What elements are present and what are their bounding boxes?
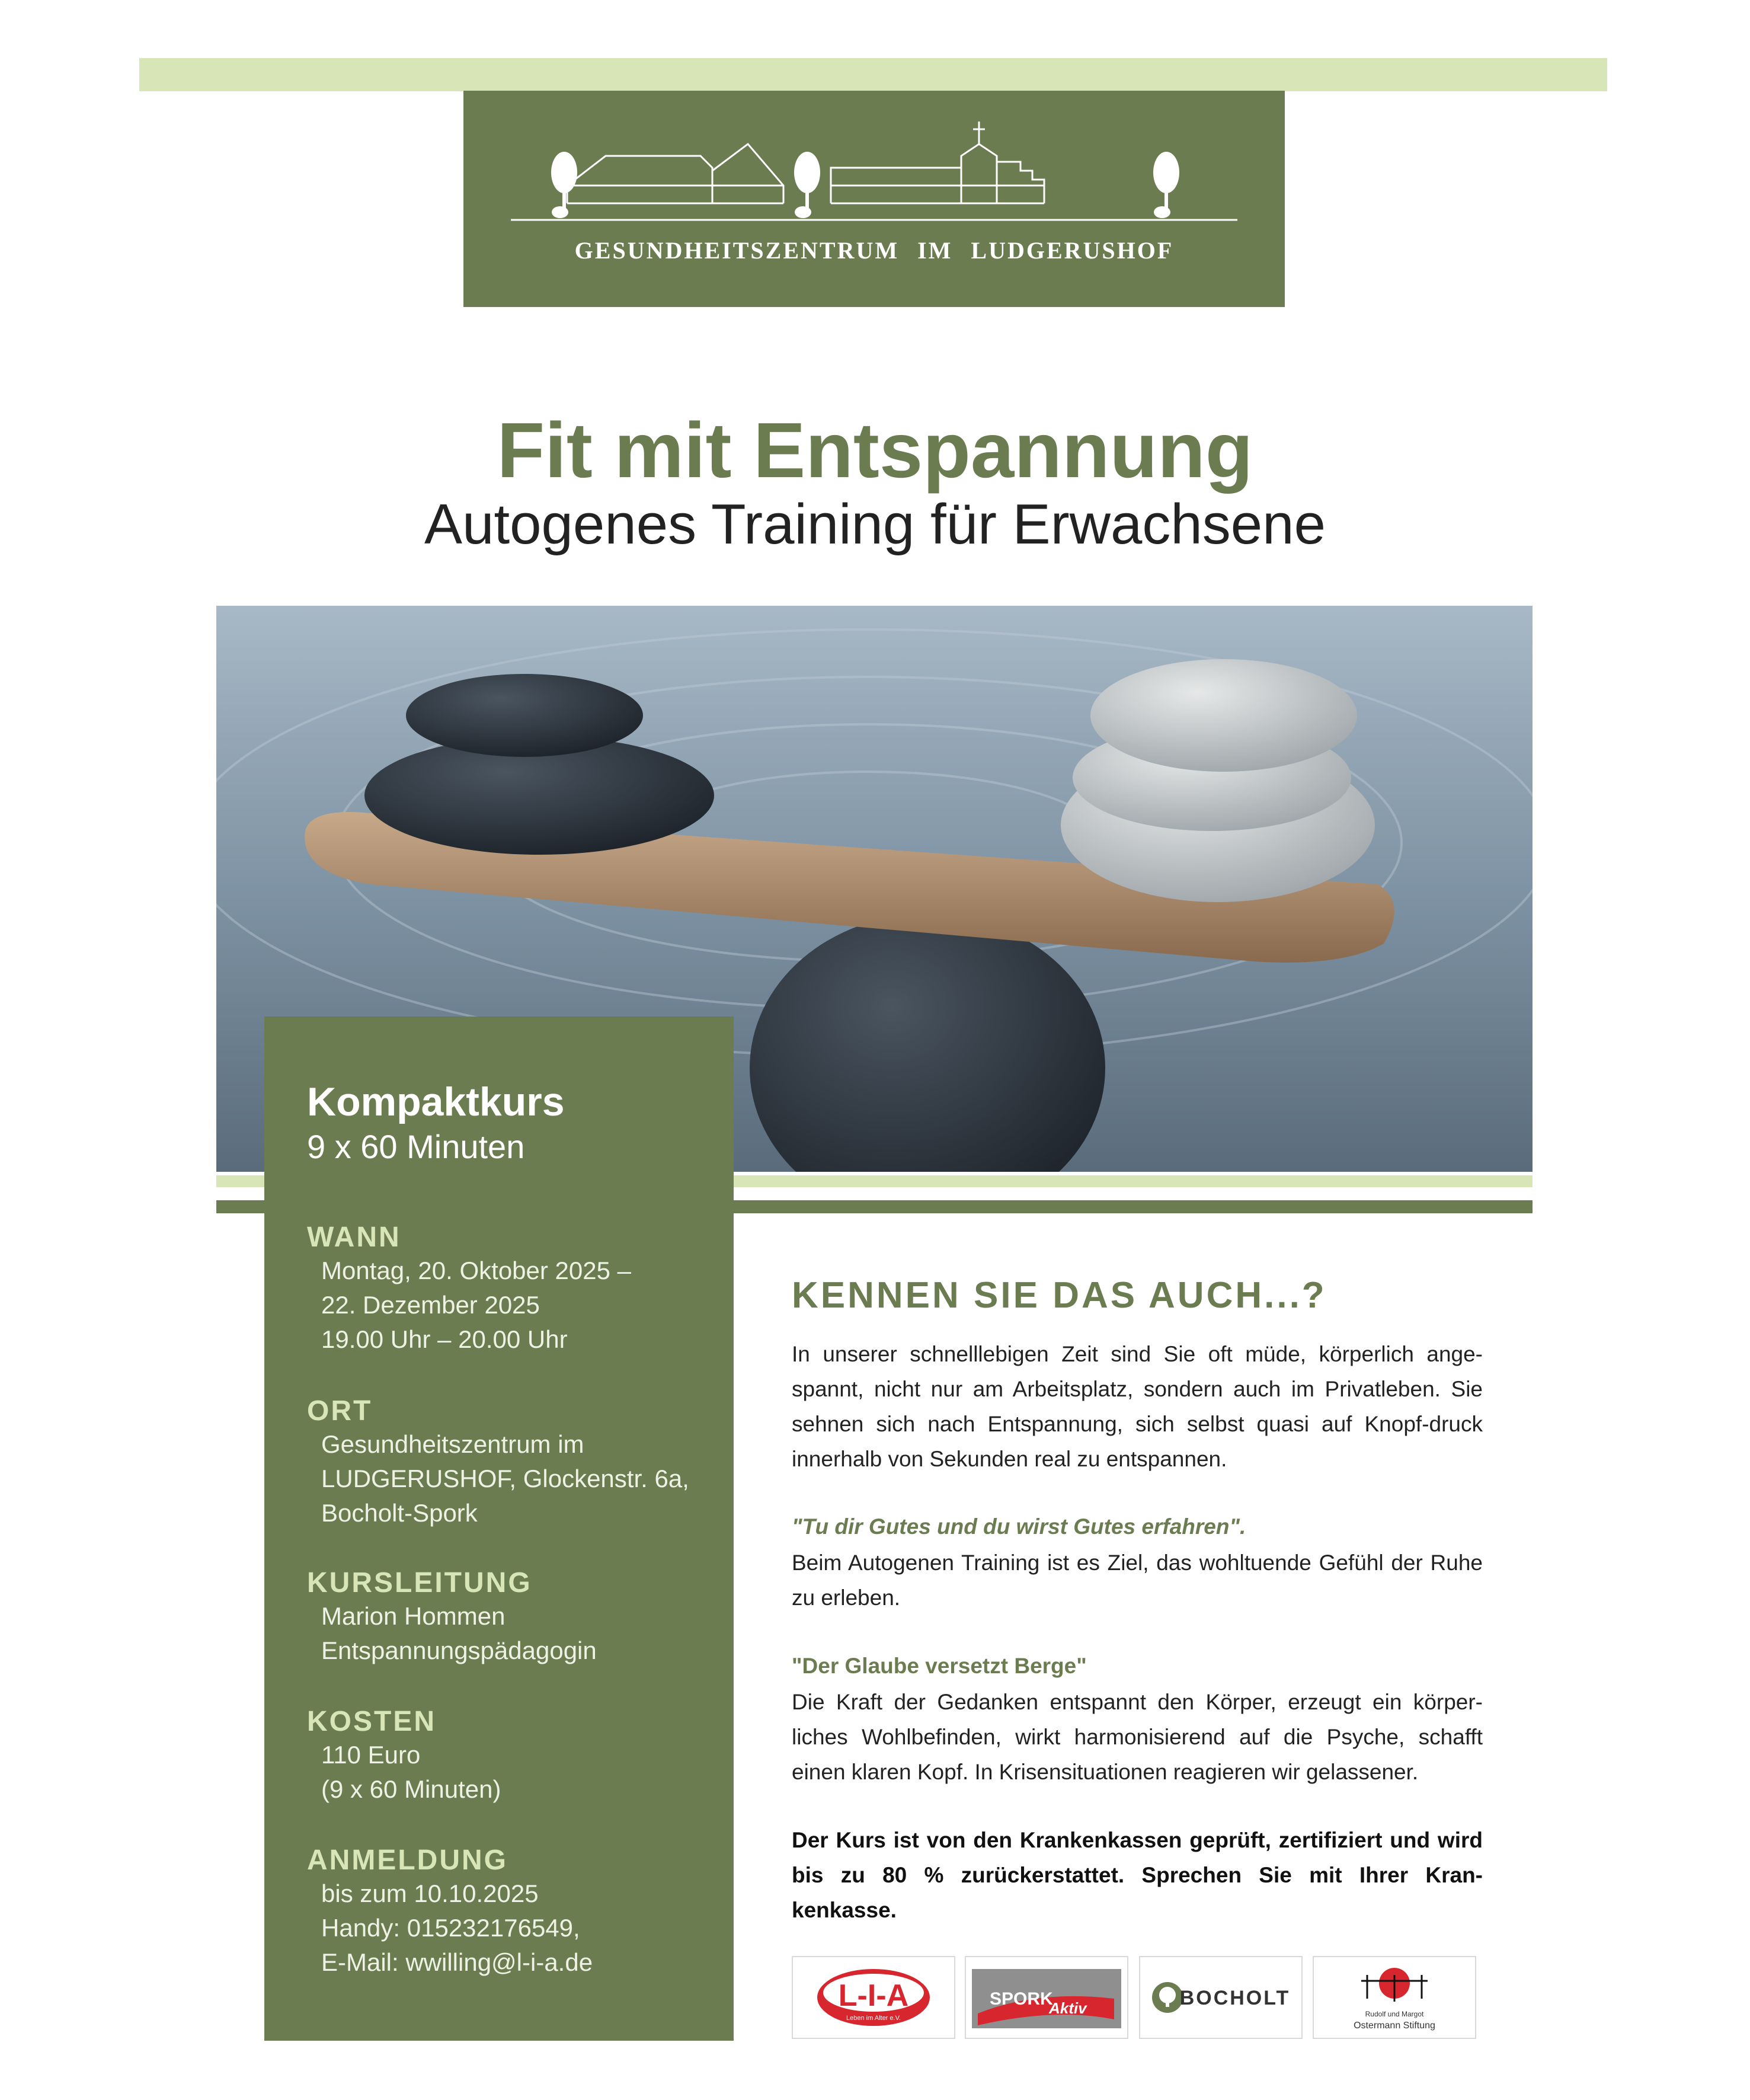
sponsor-logo-ostermann-stiftung	[1313, 1956, 1476, 2039]
insurance-note: Der Kurs ist von den Krankenkassen geprüft, zertifiziert und wird bis zu 80 % zurückerstattet. Sprechen Sie mit Ihrer Kran-kenkasse.	[792, 1828, 1483, 1922]
quote-2: "Der Glaube versetzt Berge"	[792, 1654, 1087, 1678]
section-heading-ort: ORT	[307, 1395, 373, 1427]
quote-2-text: Die Kraft der Gedanken entspannt den Körper, erzeugt ein körper-liches Wohlbefinden, wirkt harmonisierend auf die Psyche, schafft einen klaren Kopf. In Krisensituationen reagieren wir gelassener.	[792, 1690, 1483, 1784]
svg-text:Leben im Alter e.V.: Leben im Alter e.V.	[846, 2015, 901, 2022]
intro-paragraph: In unserer schnelllebigen Zeit sind Sie oft müde, körperlich ange-spannt, nicht nur am Arbeitsplatz, sondern auch im Privatleben. Sie sehnen sich nach Entspannung, sich selbst quasi auf Knopf-druck innerhalb von Sekunden real zu entspannen.	[792, 1342, 1483, 1471]
section-text-kosten: 110 Euro (9 x 60 Minuten)	[321, 1741, 501, 1803]
section-heading-anmeldung: ANMELDUNG	[307, 1845, 508, 1876]
course-info-panel	[264, 1017, 734, 2041]
building-illustration	[511, 114, 1237, 233]
page-title: Fit mit Entspannung	[497, 407, 1253, 494]
course-duration: 9 x 60 Minuten	[307, 1128, 525, 1165]
section-text-kursleitung: Marion Hommen Entspannungspädagogin	[321, 1602, 597, 1664]
sponsor-logo-lia	[792, 1956, 955, 2039]
svg-text:SPORK: SPORK	[990, 1989, 1053, 2009]
section-heading-kosten: KOSTEN	[307, 1706, 437, 1737]
section-text-anmeldung: bis zum 10.10.2025 Handy: 015232176549, E-Mail: wwilling@l-i-a.de	[321, 1880, 593, 1976]
sponsor-logo-bocholt	[1139, 1956, 1303, 2039]
quote-1: "Tu dir Gutes und du wirst Gutes erfahren".	[792, 1514, 1246, 1539]
section-text-ort: Gesundheitszentrum im LUDGERUSHOF, Glockenstr. 6a, Bocholt-Spork	[321, 1430, 689, 1527]
svg-text:L-I-A: L-I-A	[838, 1978, 909, 2013]
section-text-wann: Montag, 20. Oktober 2025 – 22. Dezember 2025 19.00 Uhr – 20.00 Uhr	[321, 1257, 632, 1353]
sponsor-logo-spork-aktiv	[965, 1956, 1128, 2039]
section-heading-wann: WANN	[307, 1222, 401, 1253]
svg-text:BOCHOLT: BOCHOLT	[1179, 1987, 1291, 2009]
top-accent-bar	[139, 58, 1607, 91]
svg-text:Aktiv: Aktiv	[1049, 1999, 1087, 2017]
svg-text:Rudolf und Margot: Rudolf und Margot	[1365, 2010, 1424, 2018]
header-logo	[463, 91, 1285, 307]
quote-1-text: Beim Autogenen Training ist es Ziel, das wohltuende Gefühl der Ruhe zu erleben.	[792, 1551, 1483, 1610]
logo-wordmark: GESUNDHEITSZENTRUM IM LUDGERUSHOF	[574, 237, 1174, 264]
svg-text:Ostermann Stiftung: Ostermann Stiftung	[1354, 2021, 1435, 2031]
section-heading-kursleitung: KURSLEITUNG	[307, 1567, 532, 1599]
course-type: Kompaktkurs	[307, 1079, 565, 1124]
page-subtitle: Autogenes Training für Erwachsene	[424, 493, 1326, 556]
section-heading-kennen: KENNEN SIE DAS AUCH...?	[792, 1275, 1327, 1316]
